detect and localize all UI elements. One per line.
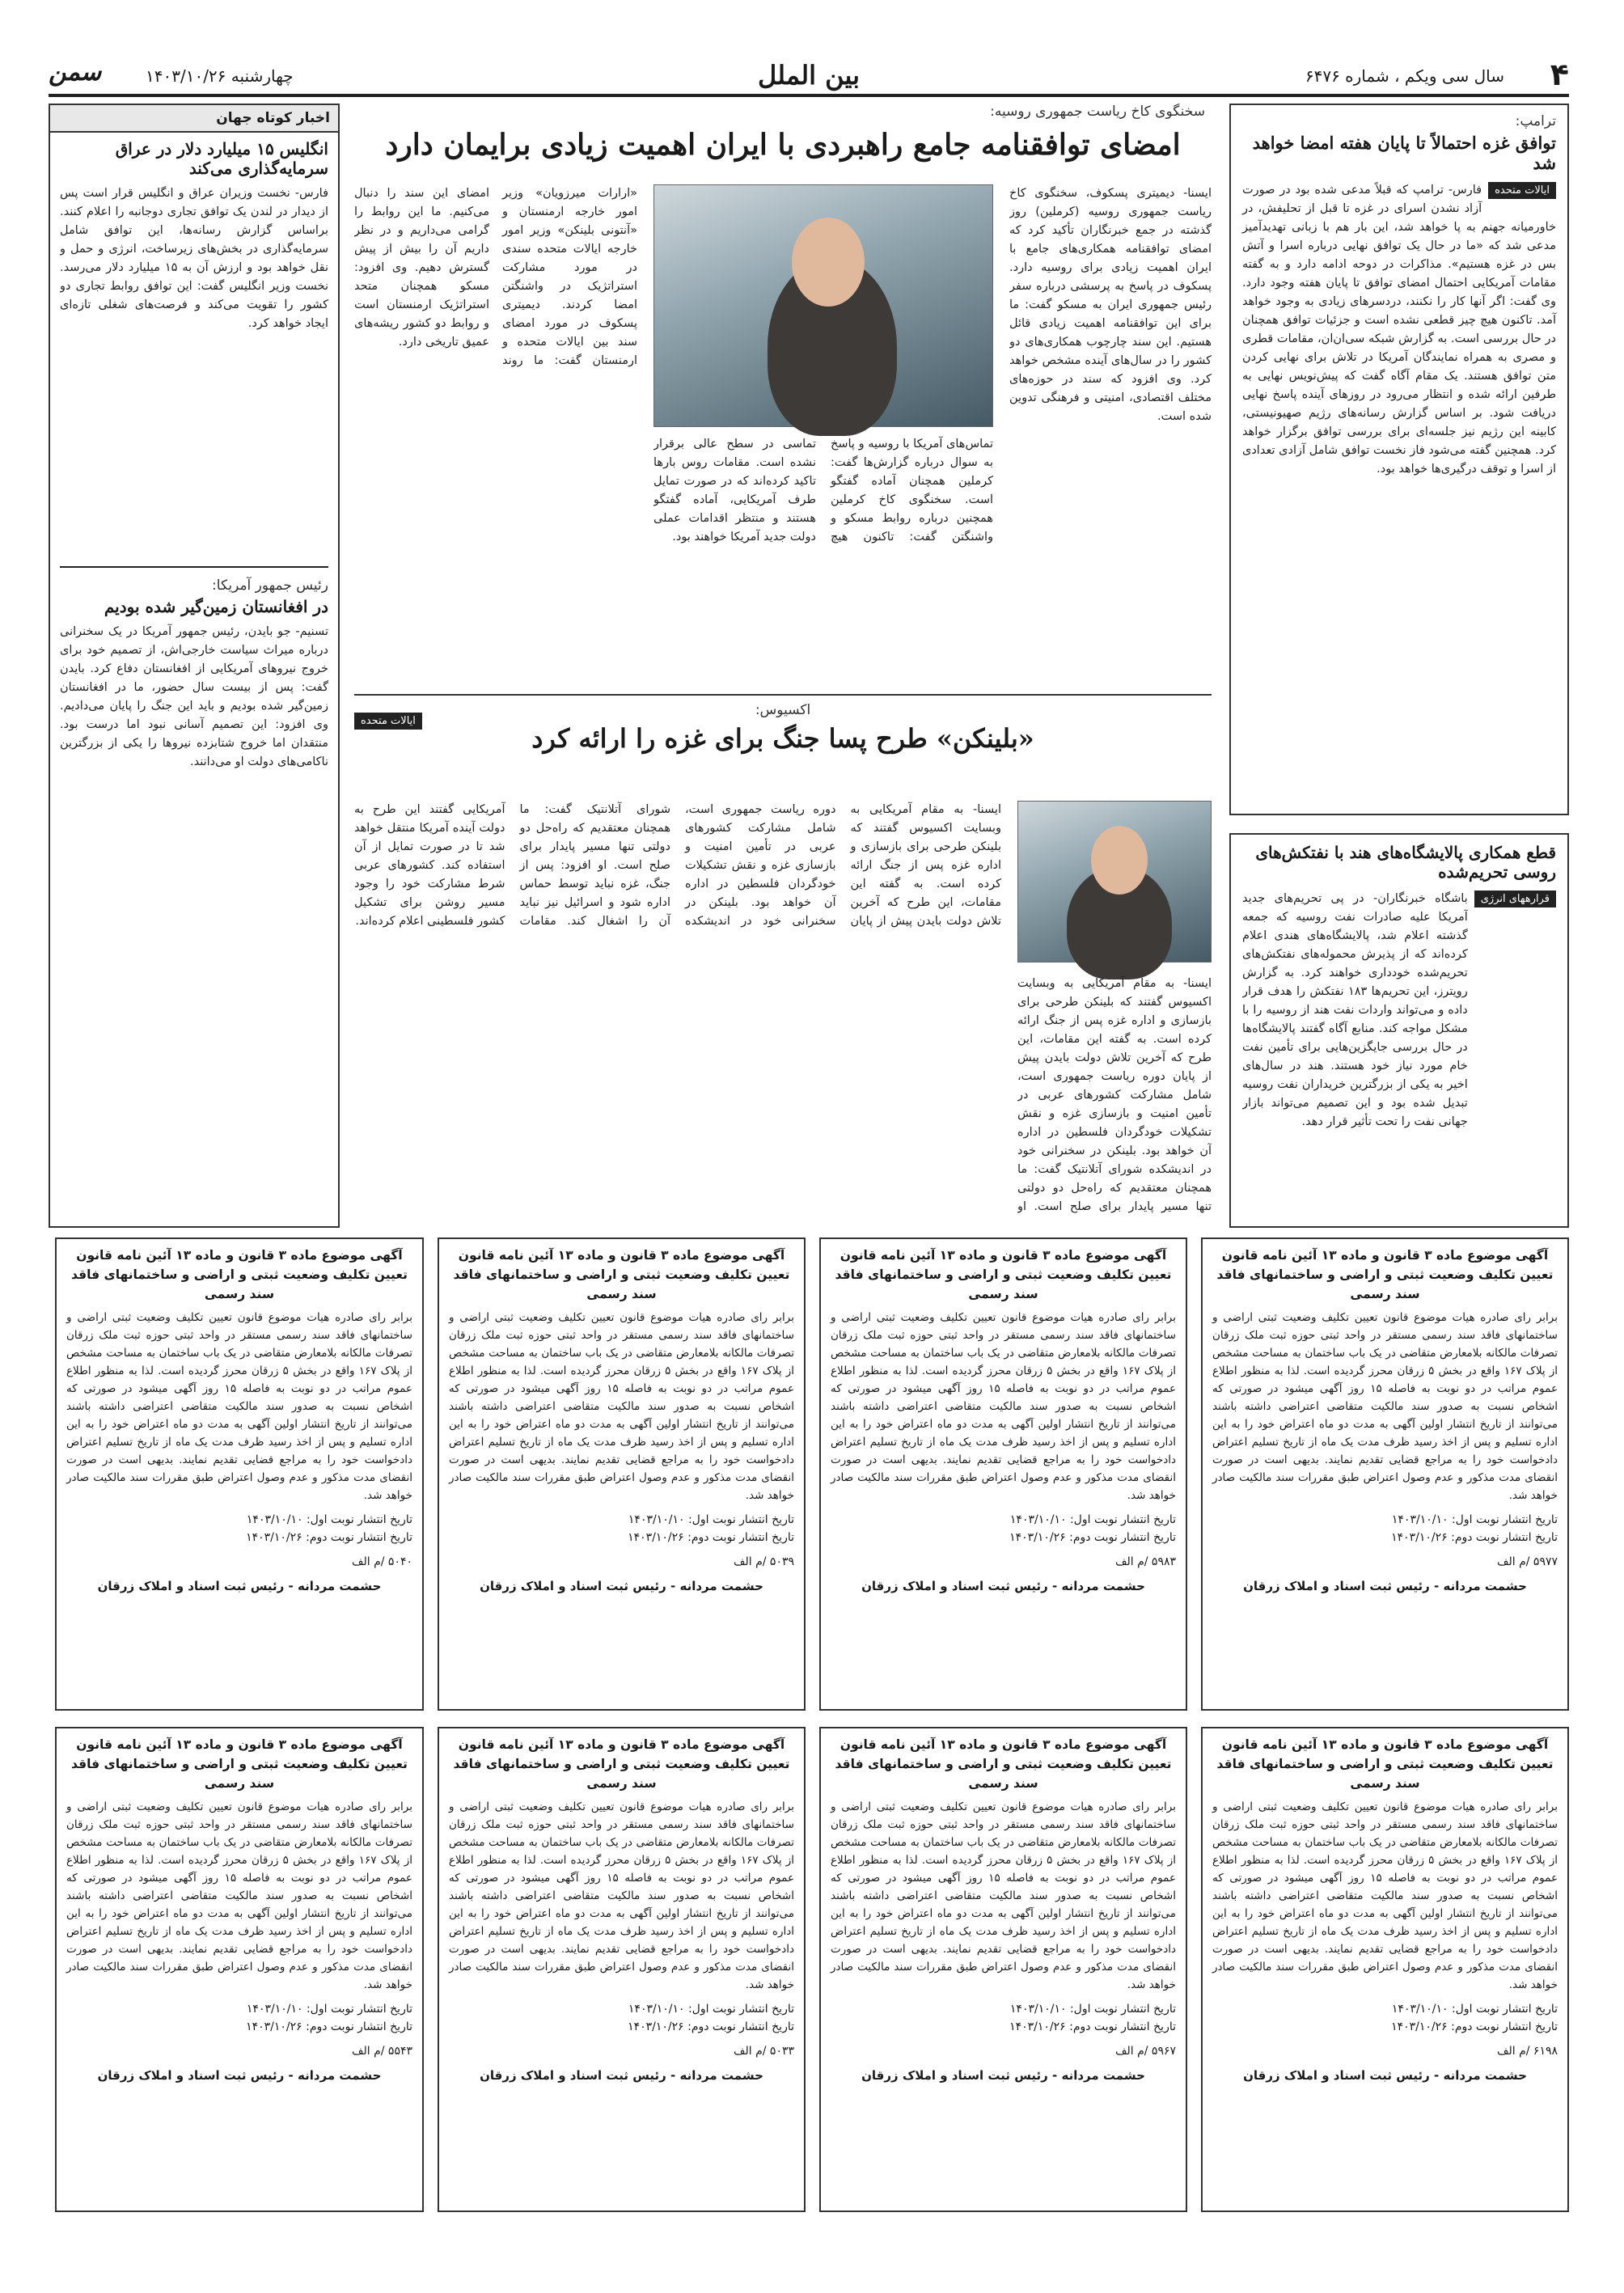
- ad-date-1: تاریخ انتشار نوبت اول: ۱۴۰۳/۱۰/۱۰: [1391, 1513, 1558, 1526]
- briefs-body-2: تسنیم- جو بایدن، رئیس جمهور آمریکا در یک سخنرانی درباره میراث سیاست خارجی‌اش، از تصمیم خود برای خروج نیروهای آمریکایی از افغانستان دفاع کرد. بایدن گفت: پس از بیست سال حضور، ما در افغانستان زمین‌گیر شده بودیم و باید این جنگ را پایان می‌دادیم. وی افزود: این تصمیم آسانی نبود اما درست بود. منتقدان اما خروج شتابزده نیروها را یکی از بزرگترین ناکامی‌های دولت او می‌دانند.: [60, 625, 328, 768]
- ad-code: ۵۹۷۷ /م الف: [1496, 1555, 1558, 1568]
- ad-date-2: تاریخ انتشار نوبت دوم: ۱۴۰۳/۱۰/۲۶: [1391, 1531, 1558, 1544]
- ad-signature: حشمت مردانه - رئیس ثبت اسناد و املاک زرقان: [480, 1579, 763, 1593]
- peskov-photo: [653, 184, 993, 427]
- briefs-body-1: فارس- نخست وزیران عراق و انگلیس قرار است پس از دیدار در لندن یک توافق تجاری دوجانبه را اعلام کنند. براساس گزارش رسانه‌ها، این توافق شامل سرمایه‌گذاری در بخش‌های زیرساخت، انرژی و حمل و نقل خواهد بود و ارزش آن به ۱۵ میلیارد دلار می‌رسد. نخست وزیر انگلیس گفت: این توافق روابط تجاری دو کشور را تقویت می‌کند و فرصت‌های شغلی تازه‌ای ایجاد خواهد کرد.: [60, 187, 328, 330]
- briefs-kicker-2: رئیس جمهور آمریکا:: [212, 577, 328, 594]
- ad-code: ۵۰۳۳ /م الف: [733, 2045, 794, 2058]
- issue-info: سال سی ویکم ، شماره ۶۴۷۶: [1305, 66, 1504, 86]
- lead-body-left: «ارارات میرزویان» وزیر امور خارجه ارمنستان و «آنتونی بلینکن» وزیر امور خارجه ایالات متحده سندی در مورد مشارکت استراتژیک در واشنگتن امضا کردند. دیمیتری پسکوف در مورد امضای سند بین ایالات متحده و ارمنستان گفت: ما روند امضای این سند را دنبال می‌کنیم. ما این روابط را گرامی می‌داریم و در نظر داریم آن را بیش از پیش گسترش دهیم. وی افزود: مسکو همچنان متحد استراتژیک ارمنستان است و روابط دو کشور ریشه‌های عمیق تاریخی دارد.: [354, 187, 637, 367]
- lead-body-right: ایسنا- دیمیتری پسکوف، سخنگوی کاخ ریاست جمهوری روسیه (کرملین) روز گذشته در جمع خبرنگاران تأکید کرد که امضای توافقنامه همکاری‌های جامع با ایران اهمیت زیادی برای روسیه دارد. پسکوف در پاسخ به پرسشی درباره سفر رئیس جمهوری ایران به مسکو گفت: ما برای این توافقنامه اهمیت زیادی قائل هستیم. این سند چارچوب همکاری‌های دو کشور را در سال‌های آینده مشخص خواهد کرد. وی افزود که سند در حوزه‌های مختلف اقتصادی، امنیتی و فرهنگی تدوین شده است.: [1009, 187, 1212, 423]
- trump-article: [1229, 104, 1569, 815]
- briefs-headline-1: انگلیس ۱۵ میلیارد دلار در عراق سرمایه‌گذاری می‌کند: [115, 139, 328, 178]
- ad-signature: حشمت مردانه - رئیس ثبت اسناد و املاک زرقان: [861, 2068, 1145, 2083]
- ad-signature: حشمت مردانه - رئیس ثبت اسناد و املاک زرقان: [97, 1579, 382, 1593]
- ad-code: ۵۹۸۳ /م الف: [1114, 1555, 1176, 1568]
- ad-date-2: تاریخ انتشار نوبت دوم: ۱۴۰۳/۱۰/۲۶: [1009, 2020, 1176, 2033]
- ad-date-1: تاریخ انتشار نوبت اول: ۱۴۰۳/۱۰/۱۰: [628, 2003, 794, 2016]
- lead-headline: امضای توافقنامه جامع راهبردی با ایران اهمیت زیادی برایمان دارد: [385, 128, 1181, 162]
- trump-headline: توافق غزه احتمالاً تا پایان هفته امضا خواهد شد: [1252, 133, 1556, 173]
- ad-date-1: تاریخ انتشار نوبت اول: ۱۴۰۳/۱۰/۱۰: [246, 1513, 412, 1526]
- ad-date-1: تاریخ انتشار نوبت اول: ۱۴۰۳/۱۰/۱۰: [628, 1513, 794, 1526]
- lead-body-mid: تماس‌های آمریکا با روسیه و پاسخ به سوال درباره گزارش‌ها گفت: کرملین همچنان آماده گفتگو است. سخنگوی کاخ کرملین همچنین درباره روابط مسکو و واشنگتن گفت: تاکنون هیچ تماسی در سطح عالی برقرار نشده است. مقامات روس بارها تاکید کرده‌اند که در صورت تمایل طرف آمریکایی، آماده گفتگو هستند و منتظر اقدامات عملی دولت جدید آمریکا خواهند بود.: [653, 438, 993, 544]
- briefs-title: اخبار کوتاه جهان: [50, 105, 338, 133]
- ad-body: برابر رای صادره هیات موضوع قانون تعیین تکلیف وضعیت ثبتی اراضی و ساختمانهای فاقد سند رسمی مستقر در واحد ثبتی حوزه ثبت ملک زرقان تصرفات مالکانه بلامعارض متقاضی در یک باب ساختمان به مساحت مشخص از پلاک ۱۶۷ واقع در بخش ۵ زرقان محرز گردیده است. لذا به منظور اطلاع عموم مراتب در دو نوبت به فاصله ۱۵ روز آگهی میشود در صورتی که اشخاص نسبت به صدور سند مالکیت متقاضی اعتراضی داشته باشند می‌توانند از تاریخ انتشار اولین آگهی به مدت دو ماه اعتراض خود را به این اداره تسلیم و پس از اخذ رسید ظرف مدت یک ماه از تاریخ تسلیم اعتراض دادخواست خود را به مراجع قضایی تقدیم نمایند. بدیهی است در صورت انقضای مدت مذکور و عدم وصول اعتراض طبق مقررات سند مالکیت صادر خواهد شد.: [831, 1800, 1177, 1991]
- ad-title: آگهی موضوع ماده ۳ قانون و ماده ۱۳ آئین نامه قانون تعیین تکلیف وضعیت ثبتی و اراضی و ساختمانهای فاقد سند رسمی: [1216, 1248, 1554, 1301]
- ad-title: آگهی موضوع ماده ۳ قانون و ماده ۱۳ آئین نامه قانون تعیین تکلیف وضعیت ثبتی و اراضی و ساختمانهای فاقد سند رسمی: [453, 1248, 790, 1301]
- ad-signature: حشمت مردانه - رئیس ثبت اسناد و املاک زرقان: [1243, 2068, 1527, 2083]
- ad-code: ۶۱۹۸ /م الف: [1496, 2045, 1558, 2058]
- lead-article: [354, 104, 1212, 686]
- ad-date-1: تاریخ انتشار نوبت اول: ۱۴۰۳/۱۰/۱۰: [1009, 1513, 1176, 1526]
- ad-date-1: تاریخ انتشار نوبت اول: ۱۴۰۳/۱۰/۱۰: [246, 2003, 412, 2016]
- ad-title: آگهی موضوع ماده ۳ قانون و ماده ۱۳ آئین نامه قانون تعیین تکلیف وضعیت ثبتی و اراضی و ساختمانهای فاقد سند رسمی: [453, 1737, 790, 1791]
- legal-ad-2: [819, 1237, 1187, 1711]
- ad-signature: حشمت مردانه - رئیس ثبت اسناد و املاک زرقان: [1243, 1579, 1527, 1593]
- blinken-headline: «بلینکن» طرح پسا جنگ برای غزه را ارائه کرد: [531, 723, 1034, 754]
- ad-body: برابر رای صادره هیات موضوع قانون تعیین تکلیف وضعیت ثبتی اراضی و ساختمانهای فاقد سند رسمی مستقر در واحد ثبتی حوزه ثبت ملک زرقان تصرفات مالکانه بلامعارض متقاضی در یک باب ساختمان به مساحت مشخص از پلاک ۱۶۷ واقع در بخش ۵ زرقان محرز گردیده است. لذا به منظور اطلاع عموم مراتب در دو نوبت به فاصله ۱۵ روز آگهی میشود در صورتی که اشخاص نسبت به صدور سند مالکیت متقاضی اعتراضی داشته باشند می‌توانند از تاریخ انتشار اولین آگهی به مدت دو ماه اعتراض خود را به این اداره تسلیم و پس از اخذ رسید ظرف مدت یک ماه از تاریخ تسلیم اعتراض دادخواست خود را به مراجع قضایی تقدیم نمایند. بدیهی است در صورت انقضای مدت مذکور و عدم وصول اعتراض طبق مقررات سند مالکیت صادر خواهد شد.: [66, 1311, 412, 1502]
- ad-code: ۵۰۳۹ /م الف: [733, 1555, 794, 1568]
- ad-signature: حشمت مردانه - رئیس ثبت اسناد و املاک زرقان: [480, 2068, 763, 2083]
- blinken-kicker: اکسیوس:: [755, 702, 811, 718]
- trump-kicker: ترامپ:: [1515, 113, 1556, 129]
- india-body: باشگاه خبرنگاران- در پی تحریم‌های جدید آمریکا علیه صادرات نفت روسیه که جمعه گذشته اعلام شد، پالایشگاه‌های هندی اعلام کرده‌اند که از پذیرش محموله‌های نفتکش‌های تحریم‌شده خودداری خواهند کرد. به گزارش رویترز، این تحریم‌ها ۱۸۳ نفتکش را هدف قرار داده و می‌تواند واردات نفت هند از روسیه را با مشکل مواجه کند. منابع آگاه گفتند پالایشگاه‌ها در حال بررسی جایگزین‌هایی برای تأمین نفت خام مورد نیاز خود هستند. هند در سال‌های اخیر به یکی از بزرگترین خریداران نفت روسیه تبدیل شده بود و این تصمیم می‌تواند بازار جهانی نفت را تحت تأثیر قرار دهد.: [1242, 892, 1468, 1128]
- ad-title: آگهی موضوع ماده ۳ قانون و ماده ۱۳ آئین نامه قانون تعیین تکلیف وضعیت ثبتی و اراضی و ساختمانهای فاقد سند رسمی: [71, 1248, 408, 1301]
- legal-ad-6: [819, 1727, 1187, 2212]
- blinken-article: [354, 694, 1212, 1228]
- blinken-photo: [1017, 801, 1212, 962]
- ad-code: ۵۰۴۰ /م الف: [351, 1555, 412, 1568]
- ad-body: برابر رای صادره هیات موضوع قانون تعیین تکلیف وضعیت ثبتی اراضی و ساختمانهای فاقد سند رسمی مستقر در واحد ثبتی حوزه ثبت ملک زرقان تصرفات مالکانه بلامعارض متقاضی در یک باب ساختمان به مساحت مشخص از پلاک ۱۶۷ واقع در بخش ۵ زرقان محرز گردیده است. لذا به منظور اطلاع عموم مراتب در دو نوبت به فاصله ۱۵ روز آگهی میشود در صورتی که اشخاص نسبت به صدور سند مالکیت متقاضی اعتراضی داشته باشند می‌توانند از تاریخ انتشار اولین آگهی به مدت دو ماه اعتراض خود را به این اداره تسلیم و پس از اخذ رسید ظرف مدت یک ماه از تاریخ تسلیم اعتراض دادخواست خود را به مراجع قضایی تقدیم نمایند. بدیهی است در صورت انقضای مدت مذکور و عدم وصول اعتراض طبق مقررات سند مالکیت صادر خواهد شد.: [449, 1800, 795, 1991]
- ad-body: برابر رای صادره هیات موضوع قانون تعیین تکلیف وضعیت ثبتی اراضی و ساختمانهای فاقد سند رسمی مستقر در واحد ثبتی حوزه ثبت ملک زرقان تصرفات مالکانه بلامعارض متقاضی در یک باب ساختمان به مساحت مشخص از پلاک ۱۶۷ واقع در بخش ۵ زرقان محرز گردیده است. لذا به منظور اطلاع عموم مراتب در دو نوبت به فاصله ۱۵ روز آگهی میشود در صورتی که اشخاص نسبت به صدور سند مالکیت متقاضی اعتراضی داشته باشند می‌توانند از تاریخ انتشار اولین آگهی به مدت دو ماه اعتراض خود را به این اداره تسلیم و پس از اخذ رسید ظرف مدت یک ماه از تاریخ تسلیم اعتراض دادخواست خود را به مراجع قضایی تقدیم نمایند. بدیهی است در صورت انقضای مدت مذکور و عدم وصول اعتراض طبق مقررات سند مالکیت صادر خواهد شد.: [66, 1800, 412, 1991]
- lead-kicker: سخنگوی کاخ ریاست جمهوری روسیه:: [990, 104, 1205, 120]
- issue-date: چهارشنبه ۱۴۰۳/۱۰/۲۶: [146, 66, 294, 86]
- ad-date-2: تاریخ انتشار نوبت دوم: ۱۴۰۳/۱۰/۲۶: [1391, 2020, 1558, 2033]
- ad-title: آگهی موضوع ماده ۳ قانون و ماده ۱۳ آئین نامه قانون تعیین تکلیف وضعیت ثبتی و اراضی و ساختمانهای فاقد سند رسمی: [1216, 1737, 1554, 1791]
- blinken-body: ایسنا- به مقام آمریکایی به وبسایت اکسیوس گفتند که بلینکن طرحی برای بازسازی و اداره غزه پس از جنگ ارائه کرده است. به گفته این مقامات، این طرح که آخرین تلاش دولت بایدن پیش از پایان دوره ریاست جمهوری است، شامل مشارکت کشورهای عربی در تأمین امنیت و بازسازی غزه و نقش تشکیلات خودگردان فلسطین در اداره آن خواهد بود. بلینکن در سخنرانی خود در اندیشکده شورای آتلانتیک گفت: ما همچنان معتقدیم که راه‌حل دو دولتی تنها مسیر پایدار برای صلح است. او: [1017, 977, 1212, 1213]
- blinken-body-cols: ایسنا- به مقام آمریکایی به وبسایت اکسیوس گفتند که بلینکن طرحی برای بازسازی و اداره غزه پس از جنگ ارائه کرده است. به گفته این مقامات، این طرح که آخرین تلاش دولت بایدن پیش از پایان دوره ریاست جمهوری است، شامل مشارکت کشورهای عربی در تأمین امنیت و بازسازی غزه و نقش تشکیلات خودگردان فلسطین در اداره آن خواهد بود. بلینکن در سخنرانی خود در اندیشکده شورای آتلانتیک گفت: ما همچنان معتقدیم که راه‌حل دو دولتی تنها مسیر پایدار برای صلح است. او افزود: پس از جنگ، غزه نباید توسط حماس اداره شود و اسرائیل نیز نباید آن را اشغال کند. مقامات آمریکایی گفتند این طرح به دولت آینده آمریکا منتقل خواهد شد تا در صورت تمایل از آن استفاده کند. کشورهای عربی شرط مشارکت خود را وجود مسیر روشن برای تشکیل کشور فلسطینی اعلام کرده‌اند.: [354, 803, 1001, 928]
- ad-signature: حشمت مردانه - رئیس ثبت اسناد و املاک زرقان: [861, 1579, 1145, 1593]
- legal-ad-1: [1201, 1237, 1569, 1711]
- ad-title: آگهی موضوع ماده ۳ قانون و ماده ۱۳ آئین نامه قانون تعیین تکلیف وضعیت ثبتی و اراضی و ساختمانهای فاقد سند رسمی: [835, 1737, 1172, 1791]
- ad-body: برابر رای صادره هیات موضوع قانون تعیین تکلیف وضعیت ثبتی اراضی و ساختمانهای فاقد سند رسمی مستقر در واحد ثبتی حوزه ثبت ملک زرقان تصرفات مالکانه بلامعارض متقاضی در یک باب ساختمان به مساحت مشخص از پلاک ۱۶۷ واقع در بخش ۵ زرقان محرز گردیده است. لذا به منظور اطلاع عموم مراتب در دو نوبت به فاصله ۱۵ روز آگهی میشود در صورتی که اشخاص نسبت به صدور سند مالکیت متقاضی اعتراضی داشته باشند می‌توانند از تاریخ انتشار اولین آگهی به مدت دو ماه اعتراض خود را به این اداره تسلیم و پس از اخذ رسید ظرف مدت یک ماه از تاریخ تسلیم اعتراض دادخواست خود را به مراجع قضایی تقدیم نمایند. بدیهی است در صورت انقضای مدت مذکور و عدم وصول اعتراض طبق مقررات سند مالکیت صادر خواهد شد.: [1212, 1800, 1558, 1991]
- briefs-divider: [60, 566, 328, 568]
- ad-code: ۵۹۶۷ /م الف: [1114, 2045, 1176, 2058]
- page-number: ۴: [1550, 57, 1569, 92]
- blinken-tag: ایالات متحده: [354, 713, 422, 730]
- ad-date-1: تاریخ انتشار نوبت اول: ۱۴۰۳/۱۰/۱۰: [1391, 2003, 1558, 2016]
- trump-tag: ایالات متحده: [1488, 182, 1556, 199]
- ad-title: آگهی موضوع ماده ۳ قانون و ماده ۱۳ آئین نامه قانون تعیین تکلیف وضعیت ثبتی و اراضی و ساختمانهای فاقد سند رسمی: [71, 1737, 408, 1791]
- ad-date-2: تاریخ انتشار نوبت دوم: ۱۴۰۳/۱۰/۲۶: [628, 1531, 794, 1544]
- india-tag: قرارههای انرژی: [1474, 891, 1556, 907]
- world-briefs: [49, 104, 340, 1228]
- ad-date-2: تاریخ انتشار نوبت دوم: ۱۴۰۳/۱۰/۲۶: [246, 2020, 412, 2033]
- briefs-headline-2: در افغانستان زمین‌گیر شده بودیم: [104, 597, 328, 616]
- legal-ad-5: [1201, 1727, 1569, 2212]
- ad-date-2: تاریخ انتشار نوبت دوم: ۱۴۰۳/۱۰/۲۶: [1009, 1531, 1176, 1544]
- legal-ad-7: [438, 1727, 806, 2212]
- ad-date-1: تاریخ انتشار نوبت اول: ۱۴۰۳/۱۰/۱۰: [1009, 2003, 1176, 2016]
- ad-code: ۵۵۴۳ /م الف: [351, 2045, 412, 2058]
- ad-body: برابر رای صادره هیات موضوع قانون تعیین تکلیف وضعیت ثبتی اراضی و ساختمانهای فاقد سند رسمی مستقر در واحد ثبتی حوزه ثبت ملک زرقان تصرفات مالکانه بلامعارض متقاضی در یک باب ساختمان به مساحت مشخص از پلاک ۱۶۷ واقع در بخش ۵ زرقان محرز گردیده است. لذا به منظور اطلاع عموم مراتب در دو نوبت به فاصله ۱۵ روز آگهی میشود در صورتی که اشخاص نسبت به صدور سند مالکیت متقاضی اعتراضی داشته باشند می‌توانند از تاریخ انتشار اولین آگهی به مدت دو ماه اعتراض خود را به این اداره تسلیم و پس از اخذ رسید ظرف مدت یک ماه از تاریخ تسلیم اعتراض دادخواست خود را به مراجع قضایی تقدیم نمایند. بدیهی است در صورت انقضای مدت مذکور و عدم وصول اعتراض طبق مقررات سند مالکیت صادر خواهد شد.: [831, 1311, 1177, 1502]
- india-headline: قطع همکاری پالایشگاه‌های هند با نفتکش‌های روسی تحریم‌شده: [1255, 843, 1556, 882]
- ad-body: برابر رای صادره هیات موضوع قانون تعیین تکلیف وضعیت ثبتی اراضی و ساختمانهای فاقد سند رسمی مستقر در واحد ثبتی حوزه ثبت ملک زرقان تصرفات مالکانه بلامعارض متقاضی در یک باب ساختمان به مساحت مشخص از پلاک ۱۶۷ واقع در بخش ۵ زرقان محرز گردیده است. لذا به منظور اطلاع عموم مراتب در دو نوبت به فاصله ۱۵ روز آگهی میشود در صورتی که اشخاص نسبت به صدور سند مالکیت متقاضی اعتراضی داشته باشند می‌توانند از تاریخ انتشار اولین آگهی به مدت دو ماه اعتراض خود را به این اداره تسلیم و پس از اخذ رسید ظرف مدت یک ماه از تاریخ تسلیم اعتراض دادخواست خود را به مراجع قضایی تقدیم نمایند. بدیهی است در صورت انقضای مدت مذکور و عدم وصول اعتراض طبق مقررات سند مالکیت صادر خواهد شد.: [449, 1311, 795, 1502]
- newspaper-logo: سمن: [49, 58, 102, 87]
- india-article: [1229, 833, 1569, 1228]
- ad-signature: حشمت مردانه - رئیس ثبت اسناد و املاک زرقان: [97, 2068, 382, 2083]
- section-title: بین الملل: [757, 60, 861, 91]
- legal-ad-3: [438, 1237, 806, 1711]
- page-header: [49, 57, 1569, 97]
- legal-ad-4: [55, 1237, 424, 1711]
- ad-body: برابر رای صادره هیات موضوع قانون تعیین تکلیف وضعیت ثبتی اراضی و ساختمانهای فاقد سند رسمی مستقر در واحد ثبتی حوزه ثبت ملک زرقان تصرفات مالکانه بلامعارض متقاضی در یک باب ساختمان به مساحت مشخص از پلاک ۱۶۷ واقع در بخش ۵ زرقان محرز گردیده است. لذا به منظور اطلاع عموم مراتب در دو نوبت به فاصله ۱۵ روز آگهی میشود در صورتی که اشخاص نسبت به صدور سند مالکیت متقاضی اعتراضی داشته باشند می‌توانند از تاریخ انتشار اولین آگهی به مدت دو ماه اعتراض خود را به این اداره تسلیم و پس از اخذ رسید ظرف مدت یک ماه از تاریخ تسلیم اعتراض دادخواست خود را به مراجع قضایی تقدیم نمایند. بدیهی است در صورت انقضای مدت مذکور و عدم وصول اعتراض طبق مقررات سند مالکیت صادر خواهد شد.: [1212, 1311, 1558, 1502]
- legal-ad-8: [55, 1727, 424, 2212]
- ad-date-2: تاریخ انتشار نوبت دوم: ۱۴۰۳/۱۰/۲۶: [246, 1531, 412, 1544]
- ad-title: آگهی موضوع ماده ۳ قانون و ماده ۱۳ آئین نامه قانون تعیین تکلیف وضعیت ثبتی و اراضی و ساختمانهای فاقد سند رسمی: [835, 1248, 1172, 1301]
- ad-date-2: تاریخ انتشار نوبت دوم: ۱۴۰۳/۱۰/۲۶: [628, 2020, 794, 2033]
- trump-body: فارس- ترامپ که قبلاً مدعی شده بود در صورت آزاد نشدن اسرای در غزه تا قبل از تحلیفش، در خاورمیانه جهنم به پا خواهد شد، این بار هم با زبانی تهدیدآمیز مدعی شد که «ما در حال یک توافق نهایی درباره اسرا و آتش بس در غزه هستیم». مذاکرات در دوحه ادامه دارد و به گفته مقامات آمریکایی احتمال امضای توافق تا پایان هفته وجود دارد. وی گفت: اگر آنها کار را نکنند، دردسرهای زیادی به وجود خواهد آمد. تاکنون هیچ چیز قطعی نشده است و جزئیات توافق همچنان در حال بررسی است. به گزارش شبکه سی‌ان‌ان، مقامات قطری و مصری به همراه نمایندگان آمریکا در تلاش برای نهایی کردن متن توافق هستند. یک مقام آگاه گفت که پیش‌نویس نهایی به طرفین ارائه شده و انتظار می‌رود در روزهای آینده پاسخ نهایی دریافت شود. بر اساس گزارش رسانه‌های رژیم صهیونیستی، کابینه این رژیم نیز جلسه‌ای برای بررسی توافق برگزار خواهد کرد. همچنین گفته می‌شود فاز نخست توافق شامل آزادی تعدادی از اسرا و توقف درگیری‌ها خواهد بود.: [1242, 184, 1556, 476]
